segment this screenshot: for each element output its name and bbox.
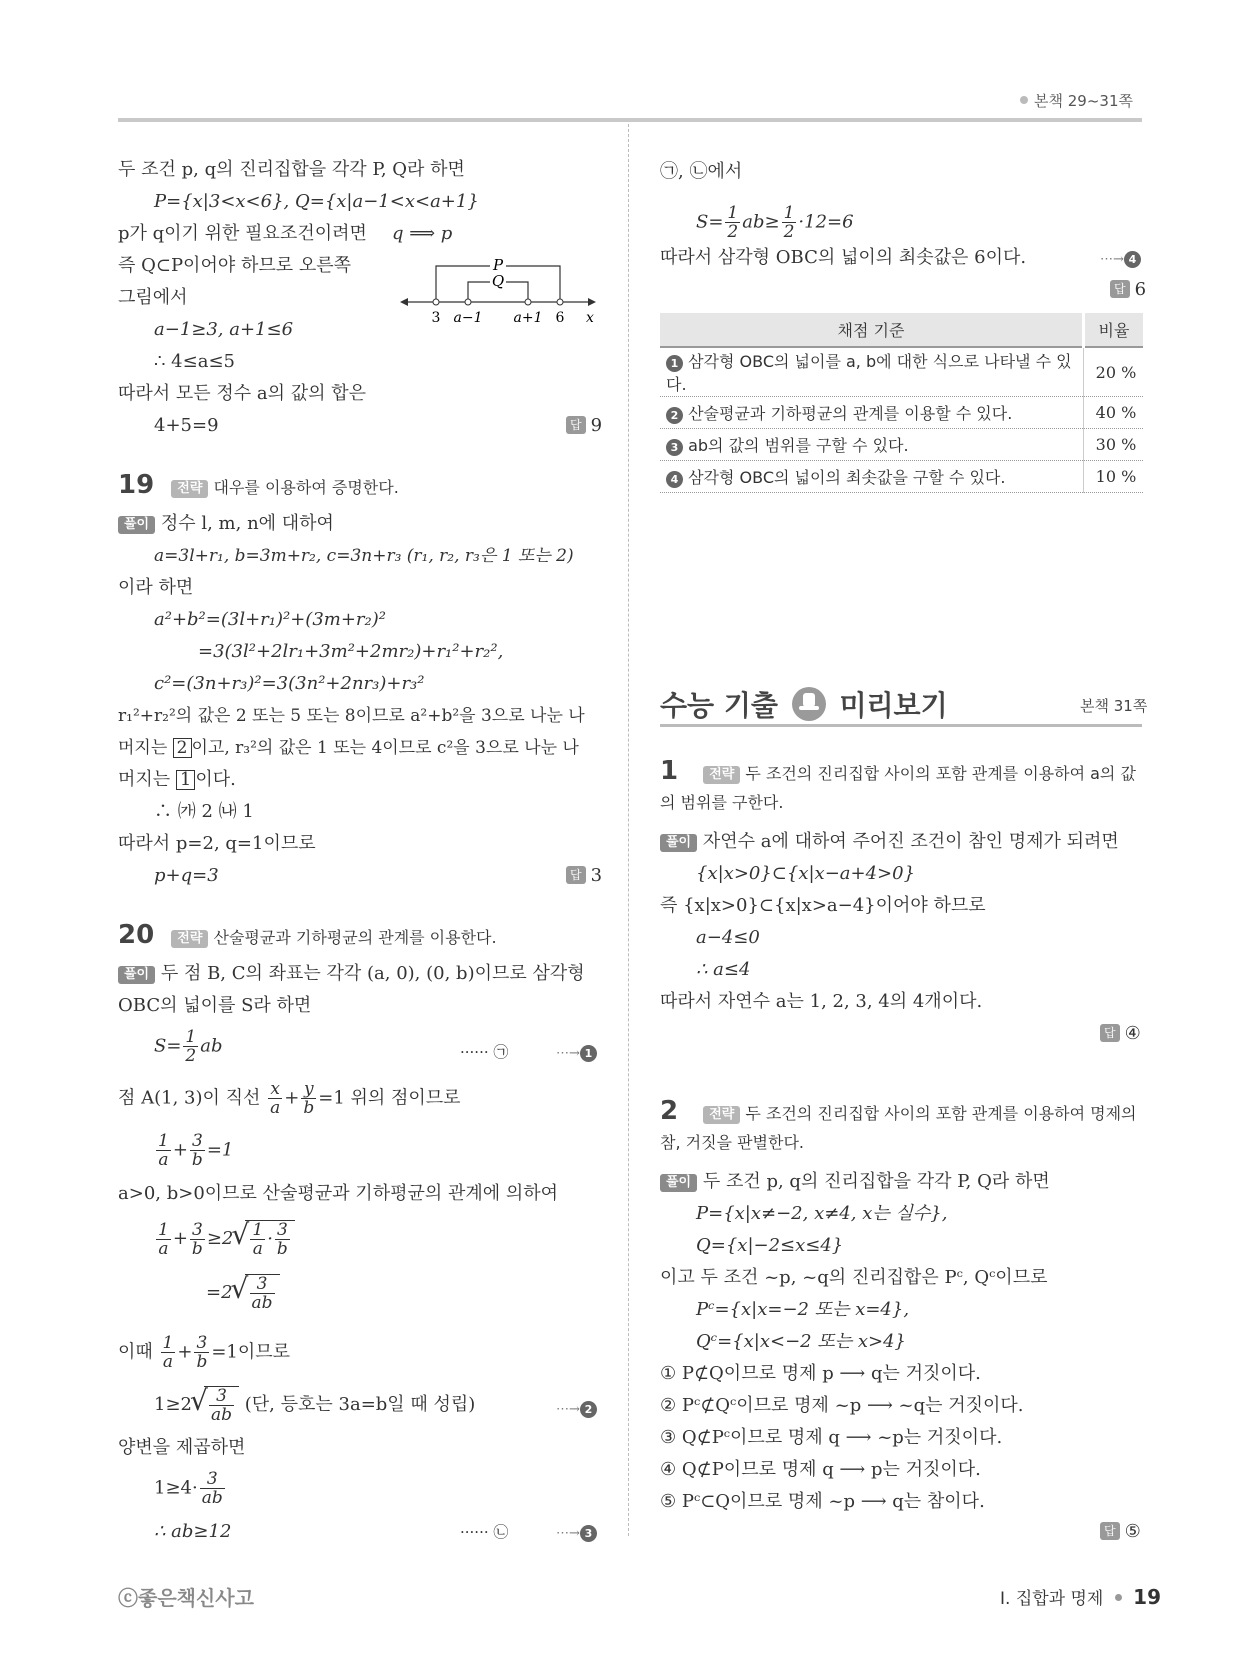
strategy-tag: 전략 [703, 1106, 740, 1124]
criteria-header: 채점 기준 [660, 313, 1084, 347]
solution-tag: 풀이 [660, 834, 697, 852]
q1-line-6: 따라서 자연수 a는 1, 2, 3, 4의 4개이다. [660, 991, 983, 1012]
q2-strategy-line-2: 참, 거짓을 판별한다. [660, 1133, 804, 1152]
q1-line-3: 즉 {x|x>0}⊂{x|x>a−4}이어야 하므로 [660, 895, 986, 916]
footer-chapter: Ⅰ. 집합과 명제 19 [1000, 1585, 1161, 1609]
publisher-logo: ⓒ좋은책신사고 [118, 1586, 254, 1610]
answer-badge: 답 [1100, 1522, 1120, 1540]
p20-line-7: 양변을 제곱하면 [118, 1437, 246, 1458]
strategy-tag: 전략 [171, 930, 208, 948]
p18-line-7: ∴ 4≤a≤5 [154, 351, 235, 372]
page-number: 19 [1133, 1585, 1161, 1609]
q2-line-2: P={x|x≠−2, x≠4, x는 실수}, [696, 1203, 948, 1224]
solution-tag: 풀이 [118, 966, 155, 984]
step-marker-3: ⋯→ 3 [556, 1522, 597, 1542]
table-row: 1 삼각형 OBC의 넓이를 a, b에 대한 식으로 나타낼 수 있다. 20 % [660, 347, 1143, 397]
diagram-tick-3: 3 [431, 310, 441, 326]
p19-line-3: 이라 하면 [118, 577, 194, 598]
diagram-tick-a-plus-1: a+1 [513, 310, 543, 326]
problem-number: 20 [118, 920, 155, 950]
p19-line-9: 머지는 1 이다. [118, 769, 236, 790]
strategy-text: 두 조건의 진리집합 사이의 포함 관계를 이용하여 a의 값 [745, 764, 1136, 783]
p18-answer: 답 9 [566, 414, 602, 438]
problem-number: 1 [660, 756, 679, 786]
diagram-label-Q: Q [491, 272, 505, 290]
table-row: 4 삼각형 OBC의 넓이의 최솟값을 구할 수 있다. 10 % [660, 461, 1143, 493]
diagram-tick-a-minus-1: a−1 [453, 310, 483, 326]
p19-line-8: 머지는 2 이고, r₃²의 값은 1 또는 4이므로 c²을 3으로 나눈 나 [118, 738, 579, 758]
cont-line-3: 따라서 삼각형 OBC의 넓이의 최솟값은 6이다. [660, 247, 1027, 268]
solution-tag: 풀이 [660, 1174, 697, 1192]
q1-line-1: 풀이 자연수 a에 대하여 주어진 조건이 참인 명제가 되려면 [660, 830, 1119, 854]
q2-line-6: Qᶜ={x|x<−2 또는 x>4} [696, 1331, 906, 1352]
p18-line-9: 4+5=9 [154, 415, 219, 436]
p20-line-8: 1≥4· $\frac{3}{ab}$ [154, 1469, 223, 1508]
answer-badge: 답 [566, 416, 586, 434]
section-title: 수능 기출 미리보기 [660, 689, 948, 722]
rabbit-hat-icon [792, 687, 826, 721]
table-row: 3 ab의 값의 범위를 구할 수 있다. 30 % [660, 429, 1143, 461]
q2-choice-5: ⑤ Pᶜ⊂Q이므로 명제 ~p ⟶ q는 참이다. [660, 1491, 985, 1512]
grading-criteria-table [660, 313, 1143, 493]
p19-line-2: a=3l+r₁, b=3m+r₂, c=3n+r₃ (r₁, r₂, r₃은 1 또는 2) [154, 546, 574, 566]
step-marker-1: ⋯→ 1 [556, 1042, 597, 1062]
cont-answer: 답 6 [1110, 278, 1146, 302]
p20-dots-1: ······ ㉠ [460, 1043, 509, 1061]
p20-amgm-1: $\frac{1}{a}$ + $\frac{3}{b}$ ≥2 √ $\frac{1}{a}$ · $\frac{3}{b}$ [154, 1220, 295, 1258]
q2-choice-2: ② Pᶜ⊄Qᶜ이므로 명제 ~p ⟶ ~q는 거짓이다. [660, 1395, 1024, 1416]
q1-line-5: ∴ a≤4 [696, 959, 751, 980]
p18-line-8: 따라서 모든 정수 a의 값의 합은 [118, 383, 366, 404]
answer-badge: 답 [566, 866, 586, 884]
p20-line-9: ∴ ab≥12 [154, 1521, 232, 1542]
q1-heading [660, 756, 1136, 786]
p20-line-1: 풀이 두 점 B, C의 좌표는 각각 (a, 0), (0, b)이므로 삼각형 [118, 962, 585, 986]
p20-line-4: a>0, b>0이므로 산술평균과 기하평균의 관계에 의하여 [118, 1183, 559, 1204]
q1-strategy-line-2: 의 범위를 구한다. [660, 793, 784, 812]
p20-amgm-2: =2 √ $\frac{3}{ab}$ [206, 1274, 280, 1312]
q2-choice-3: ③ Q⊄Pᶜ이므로 명제 q ⟶ ~p는 거짓이다. [660, 1427, 1003, 1448]
p20-dots-2: ······ ㉡ [460, 1523, 509, 1541]
bullet-icon [1020, 96, 1028, 104]
p18-line-5: 그림에서 [118, 287, 188, 308]
p18-line-3b: q ⟹ p [392, 223, 453, 244]
cont-line-1: ㉠, ㉡에서 [660, 161, 743, 182]
solution-tag: 풀이 [118, 516, 155, 534]
p20-line-2: OBC의 넓이를 S라 하면 [118, 995, 312, 1016]
p19-line-12: p+q=3 [154, 865, 219, 886]
p20-eq-1: $\frac{1}{a}$ + $\frac{3}{b}$ =1 [158, 1131, 234, 1170]
diagram-tick-6: 6 [555, 310, 565, 326]
p20-line-3: 점 A(1, 3)이 직선 $\frac{x}{a}$ + $\frac{y}{b}$ =1 위의 점이므로 [118, 1079, 461, 1118]
diagram-label-P: P [492, 256, 504, 274]
step-marker-4: ⋯→ 4 [1100, 248, 1141, 268]
q2-line-1: 풀이 두 조건 p, q의 진리집합을 각각 P, Q라 하면 [660, 1170, 1050, 1194]
strategy-tag: 전략 [703, 766, 740, 784]
problem-number: 2 [660, 1096, 679, 1126]
number-line-diagram [400, 252, 600, 332]
q1-answer: 답 ④ [1100, 1022, 1141, 1046]
q2-choice-1: ① P⊄Q이므로 명제 p ⟶ q는 거짓이다. [660, 1363, 981, 1384]
q1-line-4: a−4≤0 [696, 927, 760, 948]
ratio-header: 비율 [1084, 313, 1144, 347]
section-rule [660, 724, 1142, 727]
p19-line-4: a²+b²=(3l+r₁)²+(3m+r₂)² [154, 609, 386, 630]
header-rule [118, 118, 1142, 122]
p20-area-eq: S= $\frac{1}{2}$ ab [154, 1027, 223, 1066]
bullet-icon [1115, 1594, 1122, 1601]
p20-heading [118, 920, 497, 950]
header-ref: 본책 29~31쪽 [1020, 90, 1133, 111]
p19-line-7: r₁²+r₂²의 값은 2 또는 5 또는 8이므로 a²+b²을 3으로 나눈 나 [118, 706, 585, 726]
strategy-text: 두 조건의 진리집합 사이의 포함 관계를 이용하여 명제의 [745, 1104, 1137, 1123]
p18-line-4: 즉 Q⊂P이어야 하므로 오른쪽 [118, 255, 351, 276]
p18-line-2: P={x|3<x<6}, Q={x|a−1<x<a+1} [154, 191, 479, 212]
answer-badge: 답 [1100, 1024, 1120, 1042]
diagram-axis-x: x [586, 310, 594, 326]
strategy-text: 대우를 이용하여 증명한다. [213, 478, 399, 497]
step-marker-2: ⋯→ 2 [556, 1398, 597, 1418]
q2-choice-4: ④ Q⊄P이므로 명제 q ⟶ p는 거짓이다. [660, 1459, 981, 1480]
p19-line-10: ∴ ㈎ 2 ㈏ 1 [154, 801, 254, 822]
p19-heading [118, 470, 399, 500]
strategy-tag: 전략 [171, 480, 208, 498]
blank-box-na: 1 [176, 770, 195, 790]
problem-number: 19 [118, 470, 155, 500]
p19-line-11: 따라서 p=2, q=1이므로 [118, 833, 316, 854]
table-row: 2 산술평균과 기하평균의 관계를 이용할 수 있다. 40 % [660, 397, 1143, 429]
q2-line-4: 이고 두 조건 ~p, ~q의 진리집합은 Pᶜ, Qᶜ이므로 [660, 1267, 1048, 1288]
q2-line-5: Pᶜ={x|x=−2 또는 x=4}, [696, 1299, 910, 1320]
p19-answer: 답 3 [566, 864, 602, 888]
p18-line-1: 두 조건 p, q의 진리집합을 각각 P, Q라 하면 [118, 159, 465, 180]
cont-line-2: S= $\frac{1}{2}$ ab≥ $\frac{1}{2}$ ·12=6 [696, 203, 854, 242]
p18-line-6: a−1≥3, a+1≤6 [154, 319, 294, 340]
q2-heading [660, 1096, 1137, 1126]
p19-line-5: =3(3l²+2lr₁+3m²+2mr₂)+r₁²+r₂², [198, 641, 504, 662]
p18-line-3: p가 q이기 위한 필요조건이려면 [118, 223, 367, 244]
strategy-text: 산술평균과 기하평균의 관계를 이용한다. [213, 928, 497, 947]
q2-line-3: Q={x|−2≤x≤4} [696, 1235, 844, 1256]
p19-line-6: c²=(3n+r₃)²=3(3n²+2nr₃)+r₃² [154, 673, 425, 694]
p20-line-5: 이때 $\frac{1}{a}$ + $\frac{3}{b}$ =1이므로 [118, 1333, 291, 1372]
p20-line-6: 1≥2 √ $\frac{3}{ab}$ (단, 등호는 3a=b일 때 성립) [154, 1386, 475, 1424]
answer-badge: 답 [1110, 280, 1130, 298]
section-ref: 본책 31쪽 [1080, 697, 1148, 715]
blank-box-ga: 2 [173, 738, 192, 758]
q2-answer: 답 ⑤ [1100, 1520, 1141, 1544]
p19-line-1: 풀이 정수 l, m, n에 대하여 [118, 512, 334, 536]
column-divider [628, 124, 629, 1536]
q1-line-2: {x|x>0}⊂{x|x−a+4>0} [696, 863, 916, 884]
